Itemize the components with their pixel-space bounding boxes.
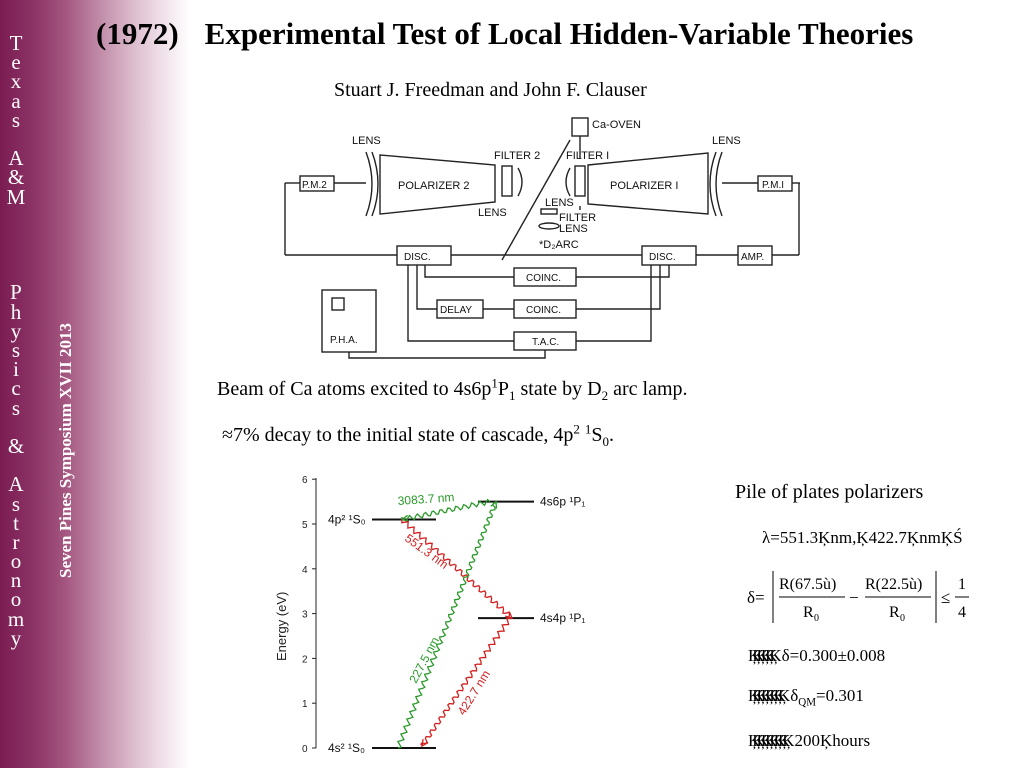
svg-text:POLARIZER I: POLARIZER I — [610, 180, 679, 192]
svg-text:P.H.A.: P.H.A. — [330, 335, 358, 346]
energy-tick-label: 2 — [302, 654, 308, 666]
result-duration: ĶĶĶĶĶĶĶĶĶ 200Ķhours — [748, 731, 871, 750]
svg-text:LENS: LENS — [545, 197, 574, 209]
title-text: Experimental Test of Local Hidden-Variable Theories — [204, 16, 914, 51]
svg-text:P.M.2: P.M.2 — [302, 180, 327, 191]
svg-text:δ=: δ= — [747, 588, 765, 607]
filter-2-shape — [502, 166, 512, 196]
sidebar-letter: c — [11, 376, 21, 401]
svg-text:LENS: LENS — [559, 223, 588, 235]
result-measured: ĶĶĶĶĶĶ δ=0.300±0.008 — [748, 646, 886, 665]
sidebar-letter: t — [13, 510, 19, 535]
svg-text:R(22.5ù): R(22.5ù) — [865, 576, 923, 593]
svg-text:P.M.I: P.M.I — [762, 180, 785, 191]
svg-text:FILTER I: FILTER I — [566, 150, 610, 162]
page-title — [96, 16, 1006, 52]
sidebar-letter: A — [8, 472, 24, 497]
label-422-nm: 422.7 nm — [454, 667, 494, 718]
apparatus-diagram — [280, 110, 800, 372]
svg-text:POLARIZER 2: POLARIZER 2 — [398, 180, 470, 192]
sidebar-letter: s — [11, 338, 21, 362]
svg-text:1: 1 — [958, 576, 966, 593]
svg-text:4p² ¹S₀: 4p² ¹S₀ — [328, 512, 366, 527]
sidebar-letter: s — [11, 491, 21, 516]
pile-of-plates-label: Pile of plates polarizers — [735, 481, 924, 503]
transition-551-nm — [402, 520, 512, 619]
sidebar-letter: & — [7, 433, 25, 458]
svg-text:R: R — [889, 604, 900, 621]
svg-text:4s6p ¹P₁: 4s6p ¹P₁ — [540, 494, 586, 509]
svg-text:LENS: LENS — [478, 207, 507, 219]
ca-oven-box — [572, 118, 588, 136]
svg-text:FILTER 2: FILTER 2 — [494, 150, 541, 162]
svg-text:*D₂ARC: *D₂ARC — [539, 239, 579, 251]
sidebar-letter: & — [7, 165, 25, 190]
sidebar-letter: y — [10, 318, 22, 343]
sidebar-letter: e — [11, 50, 21, 75]
energy-tick-label: 5 — [302, 520, 308, 531]
svg-text:−: − — [849, 588, 859, 607]
svg-text:4s² ¹S₀: 4s² ¹S₀ — [328, 741, 365, 755]
sidebar-letter: h — [10, 299, 22, 324]
label-551-nm: 551.3 nm — [402, 531, 451, 572]
filter-1-shape — [575, 166, 585, 196]
sidebar-letter — [3, 207, 29, 226]
svg-text:4s4p ¹P₁: 4s4p ¹P₁ — [540, 611, 586, 626]
sidebar-letter: r — [12, 529, 20, 554]
lens-left-shape — [372, 152, 378, 216]
svg-text:COINC.: COINC. — [526, 273, 561, 284]
svg-text:DELAY: DELAY — [440, 305, 473, 316]
sidebar-letter: M — [6, 184, 26, 209]
svg-text:4: 4 — [958, 604, 966, 621]
sidebar-letter: y — [10, 625, 22, 650]
energy-axis-label: Energy (eV) — [274, 591, 289, 661]
svg-text:LENS: LENS — [712, 135, 741, 147]
title-year: (1972) — [96, 16, 179, 51]
svg-text:FILTER: FILTER — [559, 212, 597, 224]
energy-tick-label: 6 — [302, 475, 308, 487]
svg-text:≤: ≤ — [941, 588, 951, 607]
sidebar-letter: a — [11, 88, 21, 113]
label-3083-nm: 3083.7 nm — [397, 490, 455, 508]
svg-text:DISC.: DISC. — [649, 252, 676, 263]
sidebar-letter: s — [11, 395, 21, 420]
symposium-label: Seven Pines Symposium XVII 2013 — [56, 322, 75, 578]
lens-right-shape — [710, 152, 716, 216]
description-line-2: ≈7% decay to the initial state of cascade, $4p^2$ $^1S_0$. — [222, 421, 615, 449]
energy-tick-label: 1 — [302, 699, 308, 711]
sidebar-letter — [3, 226, 29, 245]
svg-text:Ca-OVEN: Ca-OVEN — [592, 119, 641, 131]
sidebar-letter: o — [10, 549, 22, 574]
sidebar-letter — [3, 245, 29, 264]
sidebar-letter: o — [10, 587, 22, 612]
sidebar-letter: T — [9, 31, 23, 55]
label-227-nm: 227.5 nm — [406, 634, 443, 686]
sidebar-letter: P — [10, 280, 22, 305]
energy-tick-label: 4 — [302, 564, 308, 576]
svg-text:LENS: LENS — [352, 135, 381, 147]
svg-text:0: 0 — [814, 613, 819, 624]
description-line-1: Beam of Ca atoms excited to $4s6p^1P_1$ state by $D_2$ arc lamp. — [217, 375, 688, 403]
sidebar-letter: m — [7, 606, 25, 631]
sidebar-letter: s — [11, 107, 21, 132]
result-qm: ĶĶĶĶĶĶĶĶ $\delta_{QM}=0.301$ — [748, 686, 864, 709]
energy-tick-label: 0 — [302, 744, 308, 755]
svg-text:COINC.: COINC. — [526, 305, 561, 316]
sidebar-letter: x — [10, 69, 22, 94]
sidebar-letter: i — [13, 357, 19, 382]
authors: Stuart J. Freedman and John F. Clauser — [334, 79, 647, 101]
svg-text:AMP.: AMP. — [741, 252, 765, 263]
energy-tick-label: 3 — [302, 609, 308, 621]
svg-text:DISC.: DISC. — [404, 252, 431, 263]
svg-text:R(67.5ù): R(67.5ù) — [779, 576, 837, 593]
sidebar-banner — [0, 0, 190, 768]
svg-text:R: R — [803, 604, 814, 621]
svg-text:T.A.C.: T.A.C. — [532, 337, 560, 348]
sidebar-vertical-text — [3, 31, 29, 650]
energy-level-diagram — [268, 466, 620, 762]
sidebar-letter: n — [10, 568, 22, 593]
wavelength-formula: λ=551.3Ķnm,Ķ422.7ĶnmĶŚ — [762, 528, 963, 547]
svg-text:0: 0 — [900, 613, 905, 624]
delta-formula — [745, 565, 985, 629]
sidebar-letter: A — [8, 146, 24, 171]
